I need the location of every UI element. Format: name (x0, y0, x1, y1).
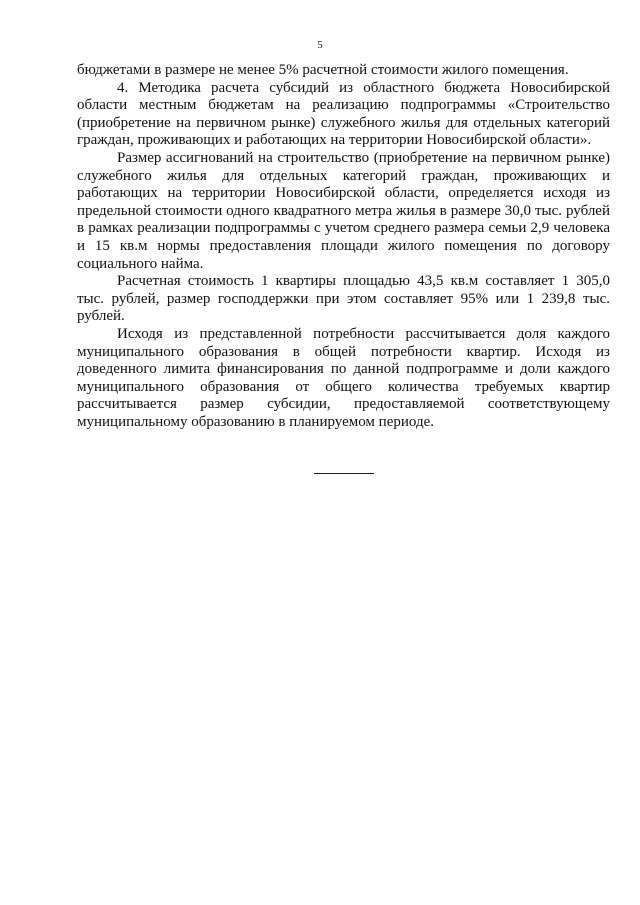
paragraph-allocation-size: Размер ассигнований на строительство (приобретение на первичном рынке) служебного жилья для отдельных категорий граждан, проживающих и работающих на территории Новосибирской области, определяется исходя из предельной стоимости одного квадратного метра жилья в размере 30,0 тыс. рублей в рамках реализации подпрограммы с учетом среднего размера семьи 2,9 человека и 15 кв.м нормы предоставления площади жилого помещения по договору социального найма. (77, 149, 610, 272)
end-of-text-rule (314, 473, 374, 474)
paragraph-apartment-cost: Расчетная стоимость 1 квартиры площадью 43,5 кв.м составляет 1 305,0 тыс. рублей, размер господдержки при этом составляет 95% или 1 239,8 тыс. рублей. (77, 273, 610, 325)
document-body (77, 62, 610, 431)
paragraph-continuation: бюджетами в размере не менее 5% расчетной стоимости жилого помещения. (77, 62, 569, 78)
paragraph-methodology-heading: 4. Методика расчета субсидий из областного бюджета Новосибирской области местным бюджетам на реализацию подпрограммы «Строительство (приобретение на первичном рынке) служебного жилья для отдельных категорий граждан, проживающих и работающих на территории Новосибирской области». (77, 79, 610, 149)
paragraph-subsidy-calculation: Исходя из представленной потребности рассчитывается доля каждого муниципального образования в общей потребности квартир. Исходя из доведенного лимита финансирования по данной подпрограмме и доли каждого муниципального образования от общего количества требуемых квартир рассчитывается размер субсидии, предоставляемой соответствующему муниципальному образованию в планируемом периоде. (77, 325, 610, 430)
page-number: 5 (317, 39, 323, 51)
